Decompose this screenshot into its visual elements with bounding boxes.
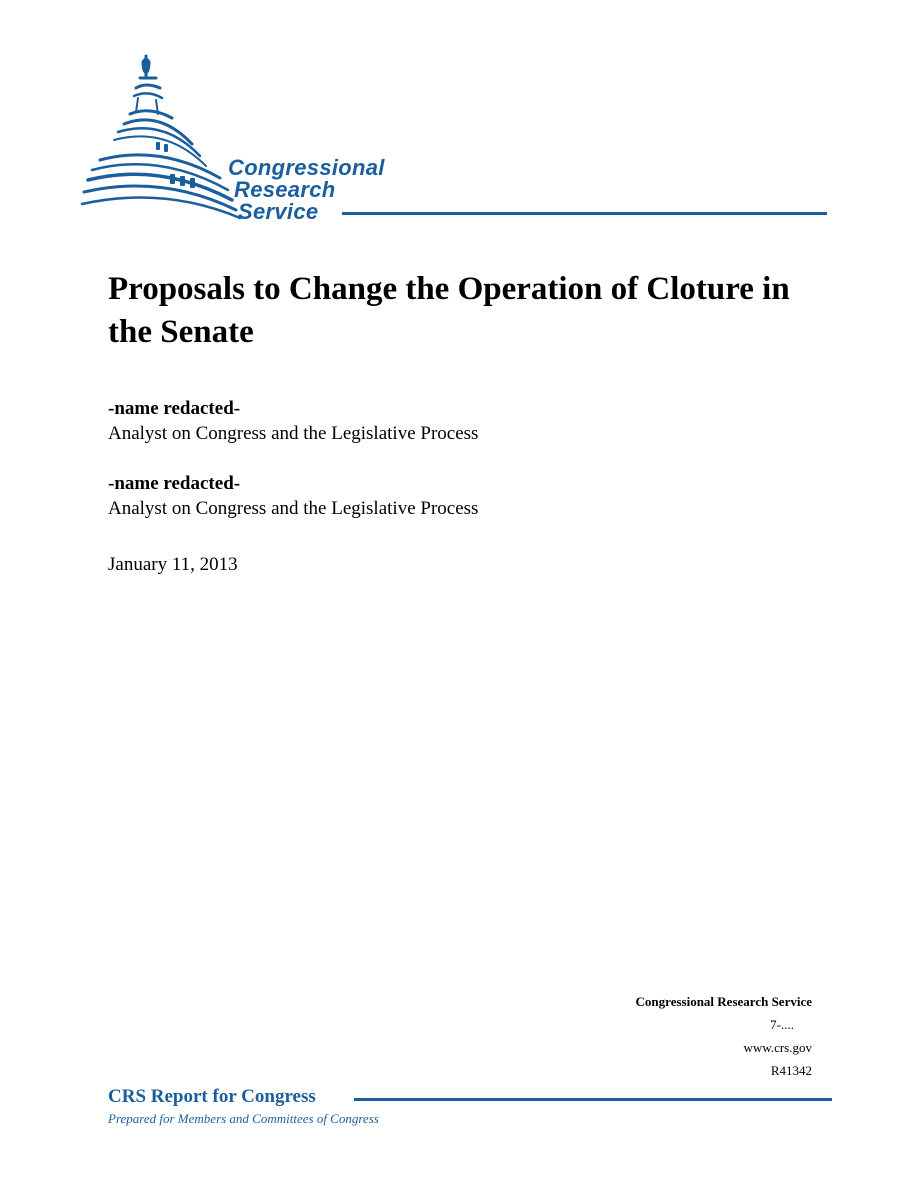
author-role: Analyst on Congress and the Legislative Process [108,423,479,444]
crs-info-block [636,990,812,1082]
author-role: Analyst on Congress and the Legislative Process [108,498,479,519]
report-date: January 11, 2013 [108,554,238,575]
logo-word-research: Research [234,177,336,202]
crs-website: www.crs.gov [743,1040,812,1055]
footer-report-title: CRS Report for Congress [108,1086,316,1107]
author-block [108,396,478,446]
crs-report-number: R41342 [770,1063,812,1078]
footer-subtitle: Prepared for Members and Committees of Congress [108,1111,379,1126]
crs-logo [80,52,830,224]
crs-org-name: Congressional Research Service [635,994,812,1009]
capitol-dome-icon [80,52,250,224]
author-name: -name redacted- [108,473,241,494]
logo-word-service: Service [238,199,319,224]
logo-rule [342,212,827,215]
crs-phone: 7-.... [770,1017,794,1032]
author-name: -name redacted- [108,398,241,419]
footer-rule [354,1098,832,1101]
report-title: Proposals to Change the Operation of Cloture in the Senate [108,271,790,350]
logo-word-congressional: Congressional [228,155,385,180]
author-block [108,471,478,521]
